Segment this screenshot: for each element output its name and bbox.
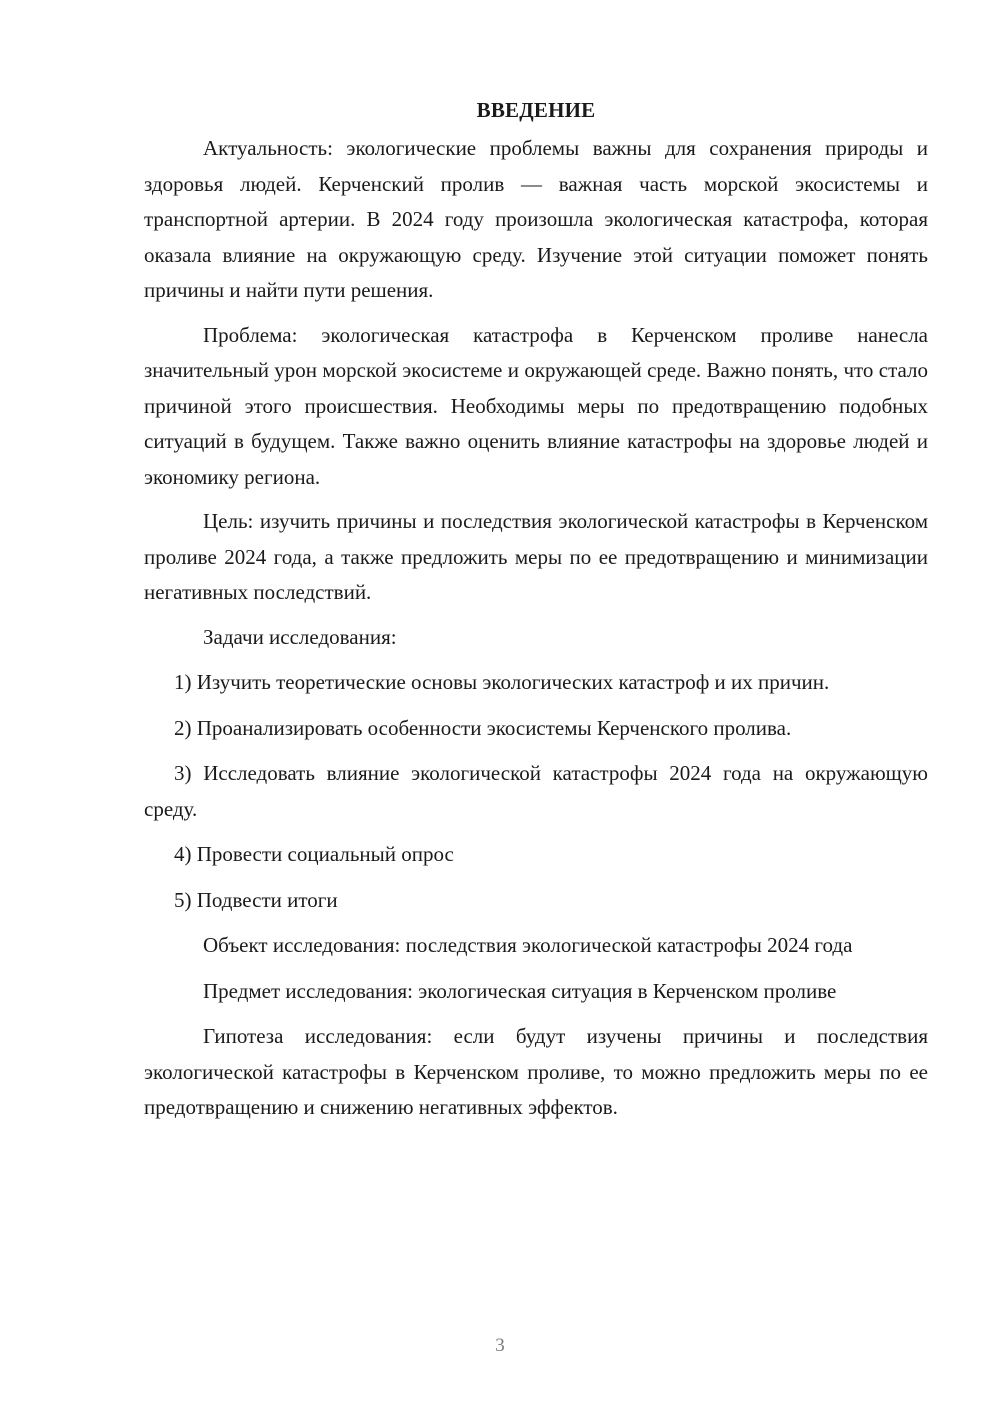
section-heading: ВВЕДЕНИЕ	[476, 98, 596, 122]
task-item-2: 2) Проанализировать особенности экосистемы Керченского пролива.	[174, 715, 792, 740]
task-item-1: 1) Изучить теоретические основы экологических катастроф и их причин.	[174, 670, 830, 694]
paragraph-subject: Предмет исследования: экологическая ситуация в Керченском проливе	[203, 978, 837, 1003]
paragraph-problem: Проблема: экологическая катастрофа в Керченском проливе нанесла значительный урон морской экосистеме и окружающей среде. Важно понять, что стало причиной этого происшествия. Необходимы меры по предотвращению подобных ситуаций в будущем. Также важно оценить влияние катастрофы на здоровье людей и экономику региона.	[144, 322, 928, 489]
task-item-3: 3) Исследовать влияние экологической катастрофы 2024 года на окружающую среду.	[144, 761, 928, 821]
paragraph-hypothesis: Гипотеза исследования: если будут изучены причины и последствия экологической катастрофы в Керченском проливе, то можно предложить меры по ее предотвращению и снижению негативных эффектов.	[144, 1024, 928, 1119]
page-content	[144, 95, 928, 1126]
task-item-5: 5) Подвести итоги	[174, 887, 338, 912]
tasks-title: Задачи исследования:	[203, 624, 397, 649]
paragraph-goal: Цель: изучить причины и последствия экологической катастрофы в Керченском проливе 2024 года, а также предложить меры по ее предотвращению и минимизации негативных последствий.	[144, 509, 928, 604]
task-item-4: 4) Провести социальный опрос	[174, 842, 454, 866]
page-number: 3	[495, 1335, 505, 1356]
paragraph-object: Объект исследования: последствия экологической катастрофы 2024 года	[203, 933, 853, 957]
paragraph-relevance: Актуальность: экологические проблемы важны для сохранения природы и здоровья людей. Керченский пролив — важная часть морской экосистемы и транспортной артерии. В 2024 году произошла экологическая катастрофа, которая оказала влияние на окружающую среду. Изучение этой ситуации поможет понять причины и найти пути решения.	[144, 136, 928, 302]
